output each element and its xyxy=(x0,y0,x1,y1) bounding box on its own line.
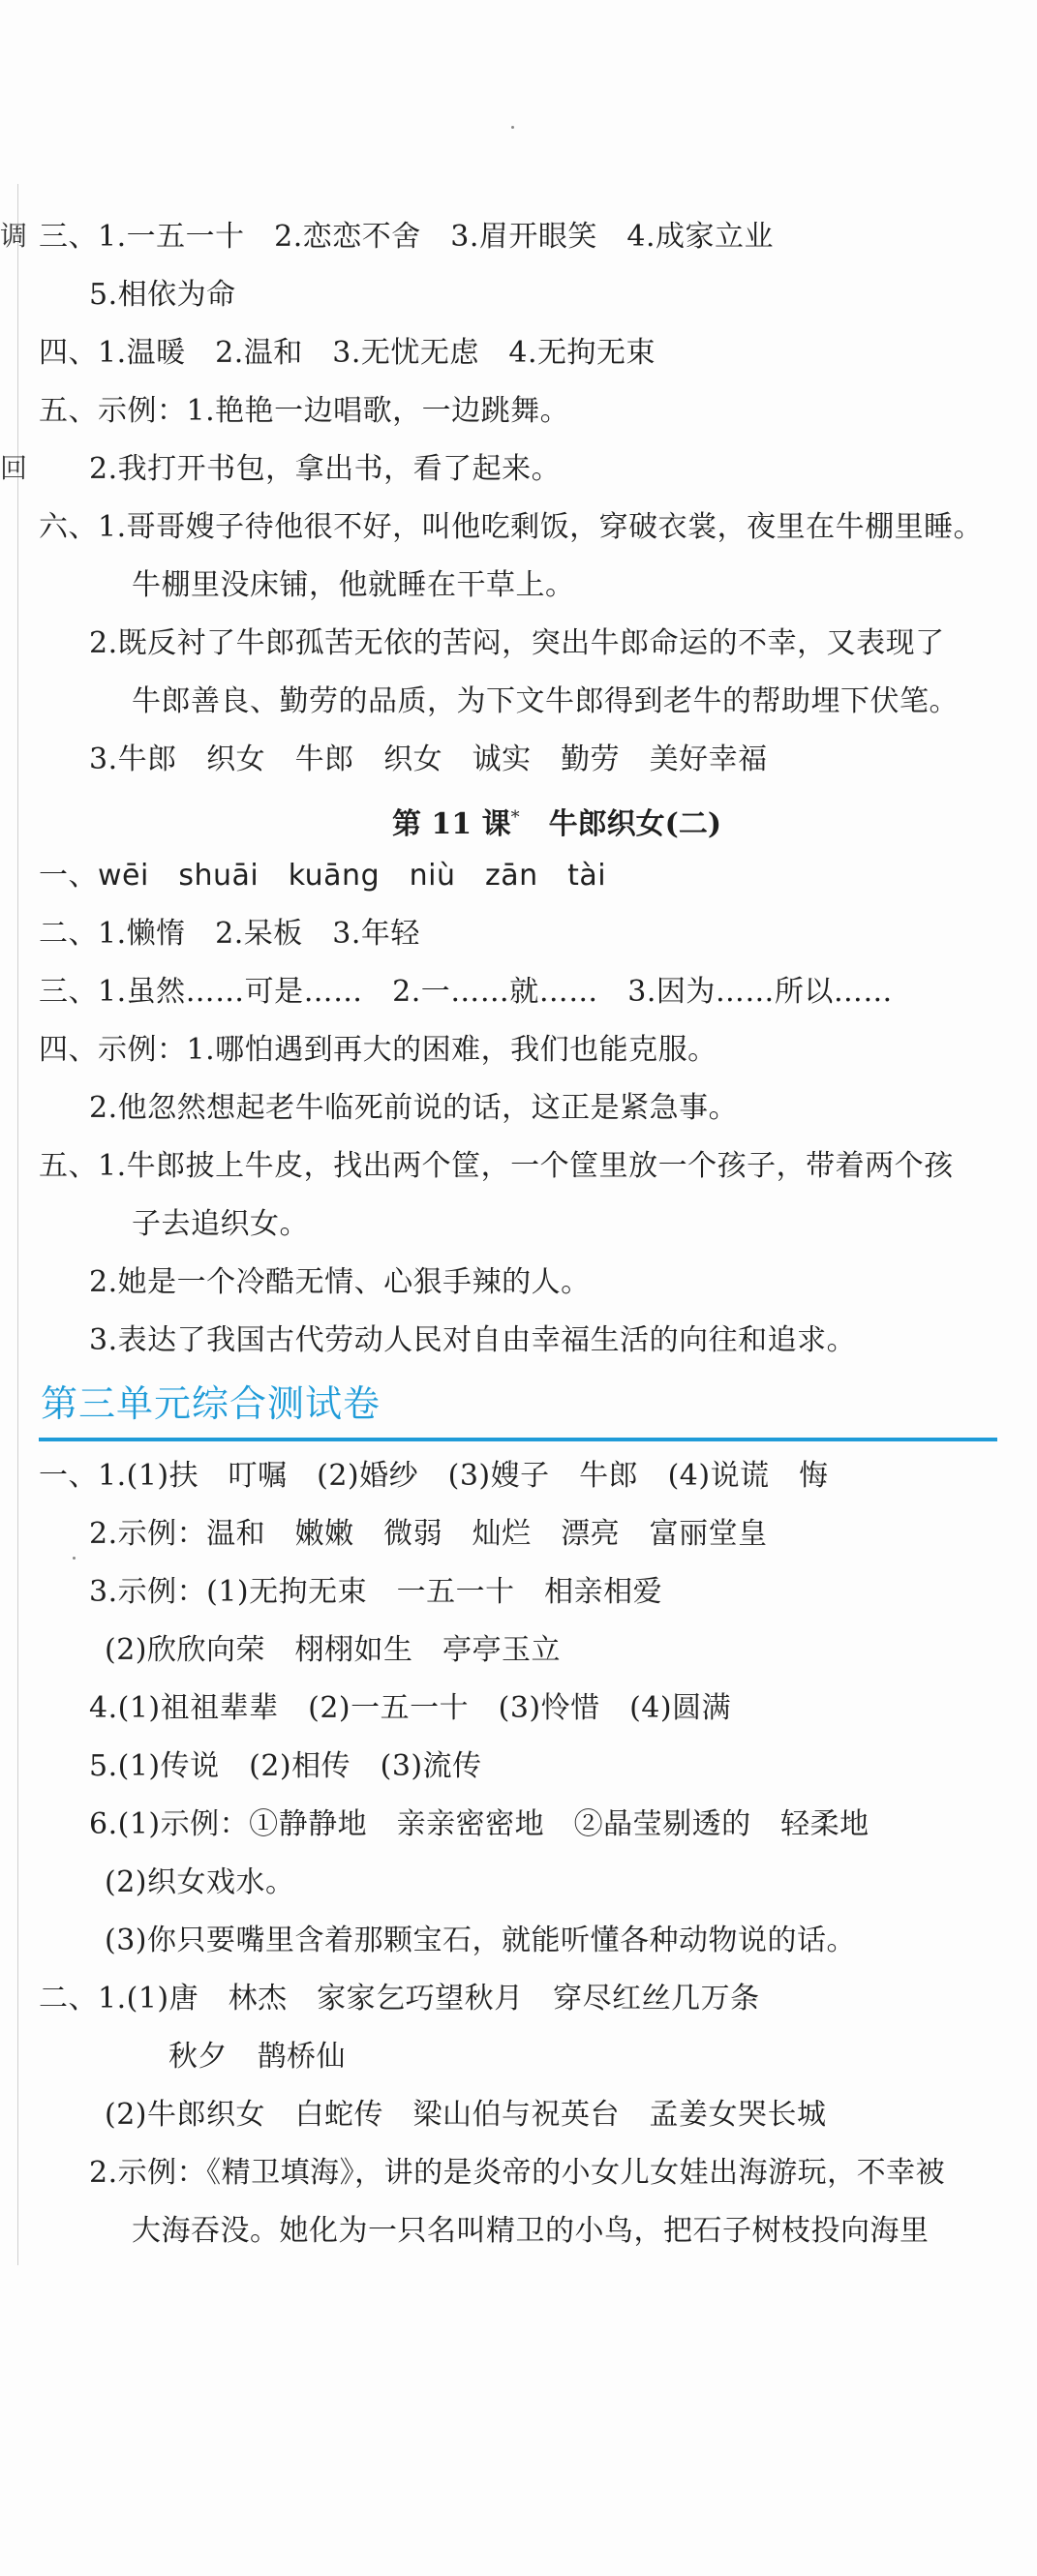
answer-line: 2.既反衬了牛郎孤苦无依的苦闷，突出牛郎命运的不幸，又表现了 xyxy=(89,626,945,660)
answer-line: 子去追织女。 xyxy=(132,1207,309,1241)
answer-line: 4.(1)祖祖辈辈 (2)一五一十 (3)怜惜 (4)圆满 xyxy=(89,1691,732,1725)
answer-line: 大海吞没。她化为一只名叫精卫的小鸟，把石子树枝投向海里 xyxy=(132,2214,930,2248)
answer-line: 3.表达了我国古代劳动人民对自由幸福生活的向往和追求。 xyxy=(89,1323,857,1357)
answer-line: 牛郎善良、勤劳的品质，为下文牛郎得到老牛的帮助埋下伏笔。 xyxy=(132,684,959,718)
margin-fragment-top: 调 xyxy=(0,220,28,252)
answer-content xyxy=(39,208,1017,2260)
answer-line: 5.(1)传说 (2)相传 (3)流传 xyxy=(89,1749,482,1783)
unit-test-heading xyxy=(39,1370,1017,1447)
answer-line: 六、1.哥哥嫂子待他很不好，叫他吃剩饭，穿破衣裳，夜里在牛棚里睡。 xyxy=(39,510,984,544)
answer-line: 三、1.一五一十 2.恋恋不舍 3.眉开眼笑 4.成家立业 xyxy=(39,220,774,254)
answer-line xyxy=(39,847,1017,905)
answer-line: 6.(1)示例：①静静地 亲亲密密地 ②晶莹剔透的 轻柔地 xyxy=(89,1807,869,1841)
lesson-name: 牛郎织女(二) xyxy=(519,807,722,841)
answer-line: 2.示例：温和 嫩嫩 微弱 灿烂 漂亮 富丽堂皇 xyxy=(89,1517,768,1551)
answer-line: 五、示例：1.艳艳一边唱歌，一边跳舞。 xyxy=(39,394,570,428)
unit-test-title: 第三单元综合测试卷 xyxy=(41,1382,381,1425)
answer-line: (2)牛郎织女 白蛇传 梁山伯与祝英台 孟姜女哭长城 xyxy=(105,2098,827,2132)
lesson-mark: * xyxy=(510,807,520,828)
lesson-number: 第 11 课 xyxy=(391,807,511,841)
answer-line: 四、1.温暖 2.温和 3.无忧无虑 4.无拘无束 xyxy=(39,336,656,370)
margin-fragment-middle: 回 xyxy=(0,452,28,484)
answer-line: 5.相依为命 xyxy=(89,278,236,312)
scan-speck xyxy=(511,126,514,129)
answer-line: 2.她是一个冷酷无情、心狠手辣的人。 xyxy=(89,1265,591,1299)
answer-line: (2)欣欣向荣 栩栩如生 亭亭玉立 xyxy=(105,1633,561,1667)
answer-line: (2)织女戏水。 xyxy=(105,1865,295,1899)
answer-line: 2.我打开书包，拿出书，看了起来。 xyxy=(89,452,562,486)
answer-line: 2.他忽然想起老牛临死前说的话，这正是紧急事。 xyxy=(89,1091,739,1125)
answer-line: 2.示例：《精卫填海》，讲的是炎帝的小女儿女娃出海游玩，不幸被 xyxy=(89,2156,946,2190)
heading-underline xyxy=(39,1438,997,1441)
answer-line: 三、1.虽然……可是…… 2.一……就…… 3.因为……所以…… xyxy=(39,975,893,1009)
answer-line: 五、1.牛郎披上牛皮，找出两个筐，一个筐里放一个孩子，带着两个孩 xyxy=(39,1149,954,1183)
answer-line: (3)你只要嘴里含着那颗宝石，就能听懂各种动物说的话。 xyxy=(105,1924,856,1957)
pinyin-answers: wēi shuāi kuāng niù zān tài xyxy=(98,859,607,893)
answer-line: 一、1.(1)扶 叮嘱 (2)婚纱 (3)嫂子 牛郎 (4)说谎 悔 xyxy=(39,1459,829,1493)
item-prefix: 一、 xyxy=(39,859,98,893)
answer-line: 四、示例：1.哪怕遇到再大的困难，我们也能克服。 xyxy=(39,1033,717,1067)
answer-line: 二、1.懒惰 2.呆板 3.年轻 xyxy=(39,917,420,951)
binding-margin-rule xyxy=(17,184,18,2265)
answer-line: 牛棚里没床铺，他就睡在干草上。 xyxy=(132,568,575,602)
lesson-title xyxy=(39,789,1017,847)
answer-line: 3.牛郎 织女 牛郎 织女 诚实 勤劳 美好幸福 xyxy=(89,742,768,776)
answer-line: 二、1.(1)唐 林杰 家家乞巧望秋月 穿尽红丝几万条 xyxy=(39,1982,760,2015)
answer-line: 秋夕 鹊桥仙 xyxy=(168,2040,346,2074)
answer-line: 3.示例：(1)无拘无束 一五一十 相亲相爱 xyxy=(89,1575,663,1609)
